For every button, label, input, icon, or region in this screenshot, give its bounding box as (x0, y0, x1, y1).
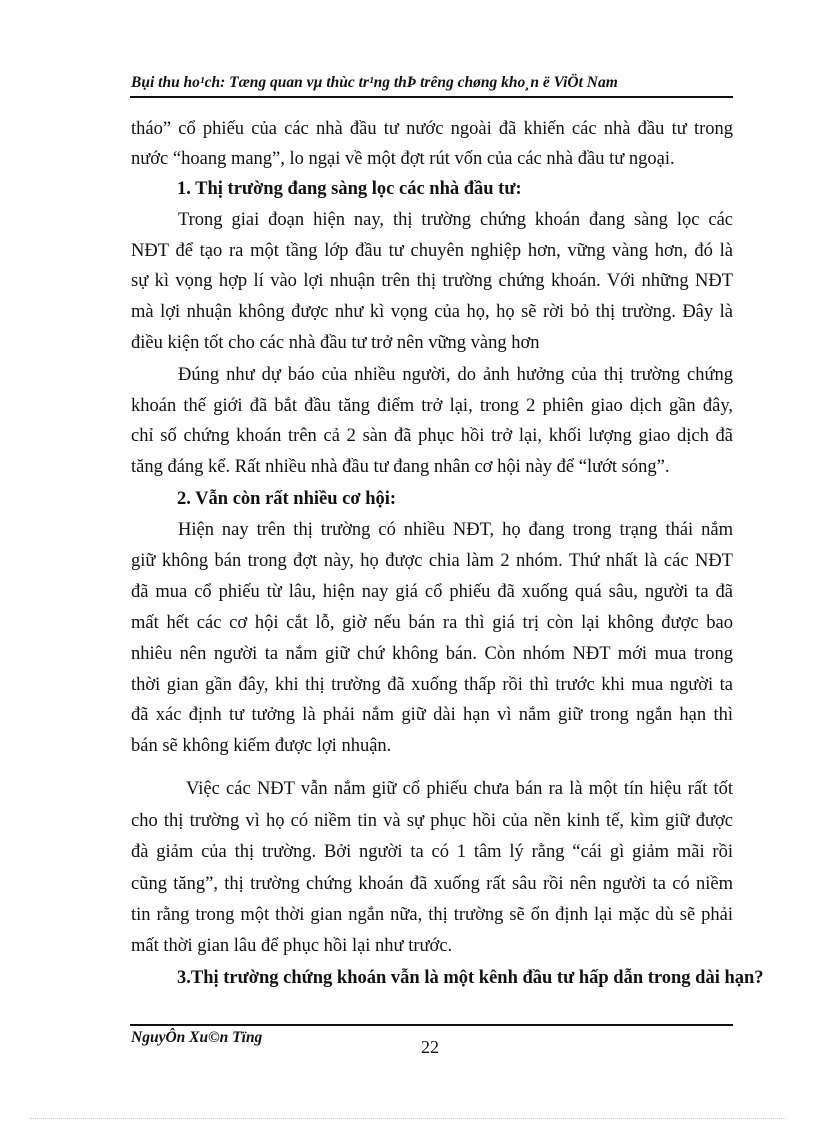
running-header-title: Bụi thu ho¹ch: Tæng quan vµ thùc tr¹ng thÞ trêng chøng kho¸n ë ViÖt Nam (131, 74, 618, 91)
body-line: sự kì vọng hợp lí vào lợi nhuận trên thị trường chứng khoán. Với những NĐT (131, 271, 733, 291)
body-line: tin rằng trong một thời gian ngắn nữa, thị trường sẽ ổn định lại mặc dù sẽ phải (131, 905, 733, 925)
body-line: thời gian gần đây, khi thị trường đã xuống thấp rồi thì trước khi mua người ta (131, 675, 733, 695)
body-line: nước “hoang mang”, lo ngại về một đợt rút vốn của các nhà đầu tư ngoại. (131, 149, 675, 169)
body-line: Trong giai đoạn hiện nay, thị trường chứng khoán đang sàng lọc các (178, 210, 733, 230)
body-line: Đúng như dự báo của nhiều người, do ảnh hưởng của thị trường chứng (178, 365, 733, 385)
body-line: NĐT để tạo ra một tầng lớp đầu tư chuyên nghiệp hơn, vững vàng hơn, đó là (131, 241, 733, 261)
body-line: Việc các NĐT vẫn nắm giữ cổ phiếu chưa bán ra là một tín hiệu rất tốt (186, 779, 733, 799)
page-number: 22 (421, 1037, 439, 1057)
body-line: tháo” cổ phiếu của các nhà đầu tư nước ngoài đã khiến các nhà đầu tư trong (131, 119, 733, 139)
footer-divider (130, 1024, 733, 1026)
body-line: cũng tăng”, thị trường chứng khoán đã xuống rất sâu rồi nên người ta có niềm (131, 874, 733, 894)
body-line: đà giảm của thị trường. Bởi người ta có 1 tâm lý rằng “cái gì giảm mãi rồi (131, 842, 733, 862)
header-divider (130, 96, 733, 98)
body-line: nhiêu nên người ta nắm giữ chứ không bán. Còn nhóm NĐT mới mua trong (131, 644, 733, 664)
section-heading-1: 1. Thị trường đang sàng lọc các nhà đầu tư: (177, 179, 522, 199)
body-line: mà lợi nhuận không được như kì vọng của họ, họ sẽ rời bỏ thị trường. Đây là (131, 302, 733, 322)
body-line: điều kiện tốt cho các nhà đầu tư trở nên vững vàng hơn (131, 333, 540, 353)
body-line: Hiện nay trên thị trường có nhiều NĐT, họ đang trong trạng thái nắm (178, 520, 733, 540)
body-line: giữ không bán trong đợt này, họ được chia làm 2 nhóm. Thứ nhất là các NĐT (131, 551, 733, 571)
body-line: mất hết các cơ hội cắt lỗ, giờ nếu bán ra thì giá trị còn lại không được bao (131, 613, 733, 633)
page-edge-divider (30, 1118, 786, 1119)
body-line: mất thời gian lâu để phục hồi lại như trước. (131, 936, 453, 956)
body-line: cho thị trường vì họ có niềm tin và sự phục hồi của nền kinh tế, kìm giữ được (131, 811, 733, 831)
body-line: khoán thế giới đã bắt đầu tăng điểm trở lại, trong 2 phiên giao dịch gần đây, (131, 396, 733, 416)
body-line: tăng đáng kể. Rất nhiều nhà đầu tư đang nhân cơ hội này để “lướt sóng”. (131, 457, 670, 477)
body-line: chỉ số chứng khoán trên cả 2 sàn đã phục hồi trở lại, khối lượng giao dịch đã (131, 426, 733, 446)
section-heading-3: 3.Thị trường chứng khoán vẫn là một kênh đầu tư hấp dẫn trong dài hạn? (177, 968, 764, 988)
body-line: đã xác định tư tưởng là phải nắm giữ dài hạn vì nắm giữ trong ngắn hạn thì (131, 705, 733, 725)
body-line: đã mua cổ phiếu từ lâu, hiện nay giá cổ phiếu đã xuống quá sâu, người ta đã (131, 582, 733, 602)
section-heading-2: 2. Vẫn còn rất nhiều cơ hội: (177, 489, 397, 509)
footer-author: NguyÔn Xu©n Tïng (131, 1029, 263, 1046)
body-line: bán sẽ không kiếm được lợi nhuận. (131, 736, 392, 756)
